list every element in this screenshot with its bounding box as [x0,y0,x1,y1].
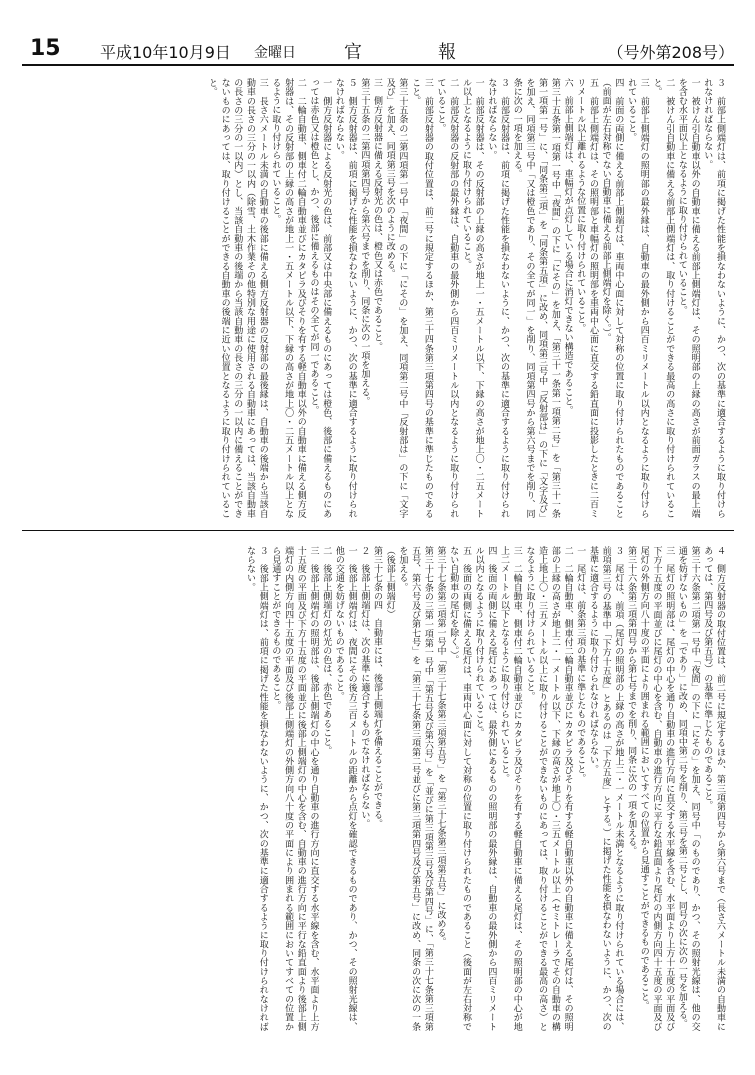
text-line: 第三十六条第二項第一号中「夜間」の下に「にその」を加え、同号中「のものであり、かつ、その照射光線は、他の交通を妨げないもの」を「であり」に改め、同項中第二号を削り、第三号を第二号とし、同号の次に次の一号を加える。 [676,546,700,1031]
gazette-name-kan: 官 [344,42,362,63]
text-line: 三 前部反射器の取付位置は、前二号に規定するほか、第三十四条第三項第四号の基準に準じたものであること。 [410,78,433,518]
text-line: 三 長さ六メートル未満の自動車の後部に備える側方反射器の反射部の最後縁は、自動車の後端から当該自動車の長さの三分の一以内（除雪、土木作業その他特別な用途に使用される自動車にあっては、当該自動車の長さの三分の一以内）とし、当該自動車の後端から当該自動車の長さの三分の一以内に備えることができないものにあっては、取り付けることができる自動車の後端に近い位置となるように取り付けられていること。 [206,78,268,518]
text-line: 二 二輪自動車、側車付二輪自動車並びにカタピラ及びそりを有する軽自動車以外の自動車に備える側方反射器は、その反射部の上縁の高さが地上一・五メートル以下、下縁の高さが地上〇・二五メートル以上となるように取り付けられていること。 [270,78,306,518]
text-line: 第三十五条の二第四項第一号中「夜間」の下に「にその」を加え、同項第二号中「反射部は」の下に「文字及び」を加え、同項第三号を次のように改める。 [384,78,408,518]
text-line: 二 二輪自動車、側車付二輪自動車並びにカタピラ及びそりを有する軽自動車以外の自動車に備える尾灯は、その照明部の上縁の高さが地上二・一メートル以下、下縁の高さが地上〇・三五メートル以上（セミトレーラでその自動車の構造上地上〇・三五メートル以上に取り付けることができないものにあっては、取り付けることができる最高の高さ）となるように取り付けられていること。 [524,546,573,1031]
text-line: 四 後面の両側に備える尾灯にあっては、最外側にあるものの照明部の最外縁は、自動車の最外側から四百ミリメートル以内となるように取り付けられていること。 [473,546,497,1031]
gazette-header [22,36,734,66]
text-line: 第三十七条第三項第一号中「第三十七条第三項第五号」を「第三十七条第三項第五号」に改める。 [435,546,446,947]
text-line: 三 二輪自動車、側車付二輪自動車並びにカタピラ及びそりを有する軽自動車に備える尾灯は、その照明部の中心が地上二メートル以下となるように取り付けられていること。 [499,546,522,1031]
text-line: 三 後部上側端灯の照明部は、後部上側端灯の中心を通り自動車の進行方向に直交する水平線を含む、水平面より上方十五度の平面及び下方十五度の平面並びに後部上側端灯の中心を含む、自動車の進行方向に平行な鉛直面より後部上側端灯の内側方向四十五度の平面及び後部上側端灯の外側方向八十度の平面により囲まれる範囲においてすべての位置から見通すことができるものであること。 [270,546,319,1031]
text-line: 二 前部反射器の反射部の最外縁は、自動車の最外側から四百ミリメートル以内となるように取り付けられていること。 [435,78,459,518]
text-line: 第三十七条の四 自動車には、後部上側端灯を備えることができる。 [372,546,383,829]
text-line: ３ 尾灯は、前項（尾灯の照明部の上縁の高さが地上二・一メートル未満となるように取り付けられている場合には、前項第三号の基準中「下方十五度」とあるのは「下方五度」とする。）に掲げた性能を損なわないように、かつ、次の基準に適合するように取り付けられなければならない。 [587,546,624,1031]
text-line: ４ 側方反射器の取付位置は、前二号に規定するほか、第三項第四号から第六号まで（長さ六メートル未満の自動車にあっては、第四号及び第五号）の基準に準じたものであること。 [702,546,725,1031]
text-line: 一 尾灯は、前条第三項の基準に準じたものであること。 [575,546,586,783]
text-line: 第三十五条の二第四項第四号から第六号までを削り、同条に次の一項を加える。 [359,78,370,406]
weekday: 金曜日 [254,45,296,61]
article-heading: （後部上側端灯） [384,546,395,619]
text-line: 五 前部上側端灯は、その照明部と車幅灯の照明部を車両中心面に直交する鉛直面に投影したときに二百ミリメートル以上離れるような位置に取り付けられていること。 [575,78,598,518]
section-divider [22,530,734,531]
text-line: 四 前面の両側に備える前部上側端灯は、車両中心面に対して対称の位置に取り付けられたものであること（前面が左右対称でない自動車に備える前部上側端灯を除く。）。 [600,78,624,518]
text-line: 一 前部反射器は、その反射部の上縁の高さが地上一・五メートル以下、下縁の高さが地上〇・二五メートル以上となるように取り付けられていること。 [460,78,484,518]
text-line: 六 前部上側端灯は、車幅灯が点灯している場合に消灯できない構造であること。 [562,78,573,415]
text-line: 五 後面の両側に備える尾灯は、車両中心面に対して対称の位置に取り付けられたものであること（後面が左右対称でない自動車の尾灯を除く。）。 [448,546,471,1031]
text-line: 一 被けん引自動車以外の自動車に備える前部上側端灯は、その照明部の上縁の高さが前面ガラスの最上端を含む水平面以上となるように取り付けられていること。 [676,78,700,518]
issue-date: 平成10年10月9日 [100,43,231,62]
text-line: 二 後部上側端灯の灯光の色は、赤色であること。 [321,546,332,756]
text-line: 三 尾灯の照明部は、尾灯の中心を通り自動車の進行方向に直交する水平線を含む、水平面より上方十五度の平面及び下方十五度の平面並びに尾灯の中心を含む、自動車の進行方向に平行な鉛直面より尾灯の内側方向四十五度の平面及び尾灯の外側方向八十度の平面により囲まれる範囲においてすべての位置から見通すことができるものであること。 [638,546,675,1031]
text-line: 三 側方反射器に備える反射光の色は、橙色又は赤色であること。 [372,78,383,351]
text-line: 一 後部上側端灯は、夜間にその後方三百メートルの距離から点灯を確認できるものであり、かつ、その照射光線は、他の交通を妨げないものであること。 [333,546,357,1031]
text-line: 三 前部上側端灯の照明部の最外縁は、自動車の最外側から四百ミリメートル以内となるように取り付けられていること。 [626,78,649,518]
lower-text-block [36,546,726,1031]
text-line: 二 被けん引自動車に備える前部上側端灯は、取り付けることができる最高の高さに取り付けられていること。 [651,78,675,518]
issue-number: （号外第208号） [607,43,734,62]
text-line: 第三十七条の三第一項第一号中「第五号及び第六号」を「並びに第三項第三号及び第四号」に、「第三十七条第三項第五号、第六号及び第七号」を「第三十七条第三項第二号並びに第三項第四号及び第五号」に改め、同条の次に次の一条を加える。 [397,546,433,1031]
text-line: ３ 前部上側端灯は、前項に掲げた性能を損なわないように、かつ、次の基準に適合するように取り付けられなければならない。 [702,78,725,518]
text-line: 一 側方反射器による反射光の色は、前部又は中央部に備えるものにあっては橙色、後部に備えるものにあっては赤色又は橙色とし、かつ、後部に備えるものはその全てが同一であること。 [308,78,332,518]
gazette-name-po: 報 [438,42,456,63]
upper-text-block [36,78,726,518]
text-line: ３ 後部上側端灯は、前項に掲げた性能を損なわないように、かつ、次の基準に適合するように取り付けられなければならない。 [244,546,268,1031]
text-line: ３ 前部反射器は、前項に掲げた性能を損なわないように、かつ、次の基準に適合するように取り付けられなければならない。 [486,78,510,518]
page-number: 15 [30,36,61,61]
text-line: 第三十五条第一項第一号中「夜間」の下に「にその」を加え、「第三十一条第一項第二号」を「第三十一条第一項第一号」に、「同条第三項」を「同条第五項」に改め、同項第三号中「反射部は」の下に「文字及び」を加え、同項第三号中「又は橙色であり、その全てが同一」を削り、同項第四号から第六号までを削り、同条に次の一項を加える。 [511,78,560,518]
text-line: ５ 側方反射器は、前項に掲げた性能を損なわないように、かつ、次の基準に適合するように取り付けられなければならない。 [333,78,357,518]
text-line: ２ 後部上側端灯は、次の基準に適合するものでなければならない。 [359,546,370,829]
text-line: 第三十六条第三項第四号から第七号までを削り、同条に次の一項を加える。 [626,546,637,856]
